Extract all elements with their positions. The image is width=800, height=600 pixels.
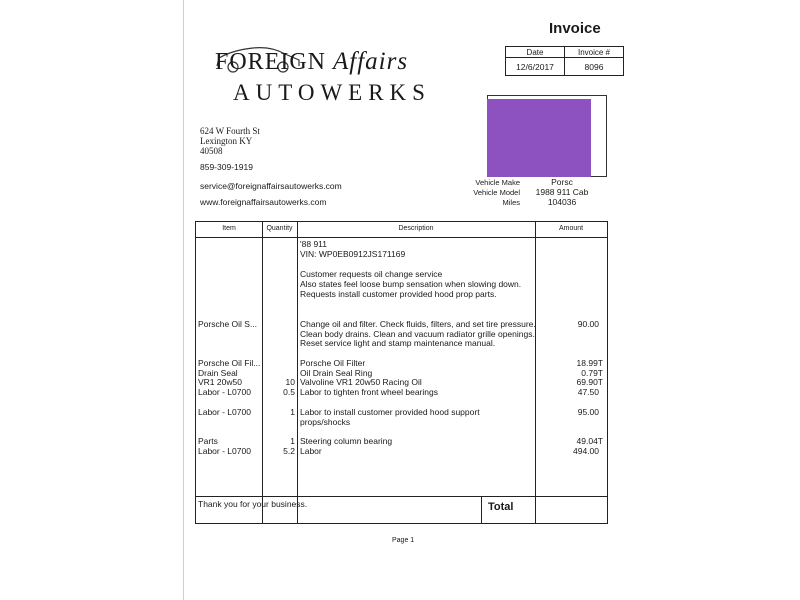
invoice-meta-table (505, 46, 624, 76)
vehicle-model-label: Vehicle Model (473, 188, 520, 197)
column-divider (297, 222, 298, 523)
thank-you-note: Thank you for your business. (198, 499, 308, 509)
row-amount: 47.50 (577, 387, 599, 397)
footer-divider (196, 496, 607, 497)
row-amount: 0.79T (581, 368, 603, 378)
note-line: VIN: WP0EB0912JS171169 (300, 249, 406, 259)
row-description: Porsche Oil Filter (300, 358, 366, 368)
vehicle-miles: 104036 (547, 197, 577, 207)
row-quantity: 10 (285, 377, 295, 387)
vehicle-make-label: Vehicle Make (475, 178, 520, 187)
redaction-block (487, 99, 591, 177)
page-number: Page 1 (392, 537, 415, 544)
company-website: www.foreignaffairsautowerks.com (200, 197, 327, 207)
row-amount: 95.00 (577, 407, 599, 417)
row-item: Labor - L0700 (198, 446, 251, 456)
row-description: Valvoline VR1 20w50 Racing Oil (300, 377, 422, 387)
vehicle-make: Porsc (551, 177, 573, 187)
row-item: Porsche Oil Fil... (198, 358, 261, 368)
date-label: Date (506, 47, 565, 58)
address-line-3: 40508 (200, 146, 223, 156)
row-description: Change oil and filter. Check fluids, filters, and set tire pressure. Clean body drains. Clean and vacuum radiator grille openings. Reset service light and stamp maintenance manual. (300, 319, 536, 349)
column-divider (262, 222, 263, 523)
row-description: Labor to tighten front wheel bearings (300, 387, 438, 397)
company-email: service@foreignaffairsautowerks.com (200, 181, 342, 191)
row-amount: 90.00 (577, 319, 599, 329)
row-description: Oil Drain Seal Ring (300, 368, 373, 378)
row-item: Labor - L0700 (198, 407, 251, 417)
header-amount: Amount (558, 225, 584, 232)
address-line-2: Lexington KY (200, 136, 253, 146)
logo-foreign: FOREIGN (215, 49, 327, 75)
company-phone: 859-309-1919 (200, 162, 253, 172)
logo-autowerks: AUTOWERKS (233, 80, 431, 105)
note-line: Requests install customer provided hood prop parts. (300, 289, 497, 299)
row-item: Porsche Oil S... (198, 319, 258, 329)
total-divider (481, 496, 482, 523)
row-amount: 69.90T (576, 377, 603, 387)
row-amount: 49.04T (576, 436, 603, 446)
note-line: '88 911 (300, 239, 327, 249)
row-item: VR1 20w50 (198, 377, 242, 387)
row-item: Parts (198, 436, 218, 446)
header-divider (196, 237, 607, 238)
row-quantity: 0.5 (283, 387, 295, 397)
row-description: Labor to install customer provided hood support props/shocks (300, 407, 480, 427)
vehicle-model: 1988 911 Cab (535, 187, 589, 197)
row-quantity: 1 (290, 436, 295, 446)
row-description: Steering column bearing (300, 436, 393, 446)
header-item: Item (222, 225, 236, 232)
invoice-number: 8096 (565, 58, 624, 76)
logo-wordmark (215, 48, 408, 76)
note-line: Also states feel loose bump sensation when slowing down. (300, 279, 522, 289)
header-description: Description (398, 225, 434, 232)
line-items-table (195, 221, 608, 524)
row-quantity: 5.2 (283, 446, 295, 456)
row-item: Labor - L0700 (198, 387, 251, 397)
invoice-title: Invoice (549, 20, 601, 37)
row-item: Drain Seal (198, 368, 238, 378)
invoice-number-label: Invoice # (565, 47, 624, 58)
row-quantity: 1 (290, 407, 295, 417)
address-line-1: 624 W Fourth St (200, 126, 260, 136)
row-description: Labor (300, 446, 322, 456)
total-label: Total (488, 501, 514, 513)
row-amount: 494.00 (573, 446, 599, 456)
miles-label: Miles (502, 198, 520, 207)
note-line: Customer requests oil change service (300, 269, 443, 279)
logo-affairs: Affairs (333, 48, 409, 75)
row-amount: 18.99T (576, 358, 603, 368)
invoice-date: 12/6/2017 (506, 58, 565, 76)
header-quantity: Quantity (266, 225, 293, 232)
